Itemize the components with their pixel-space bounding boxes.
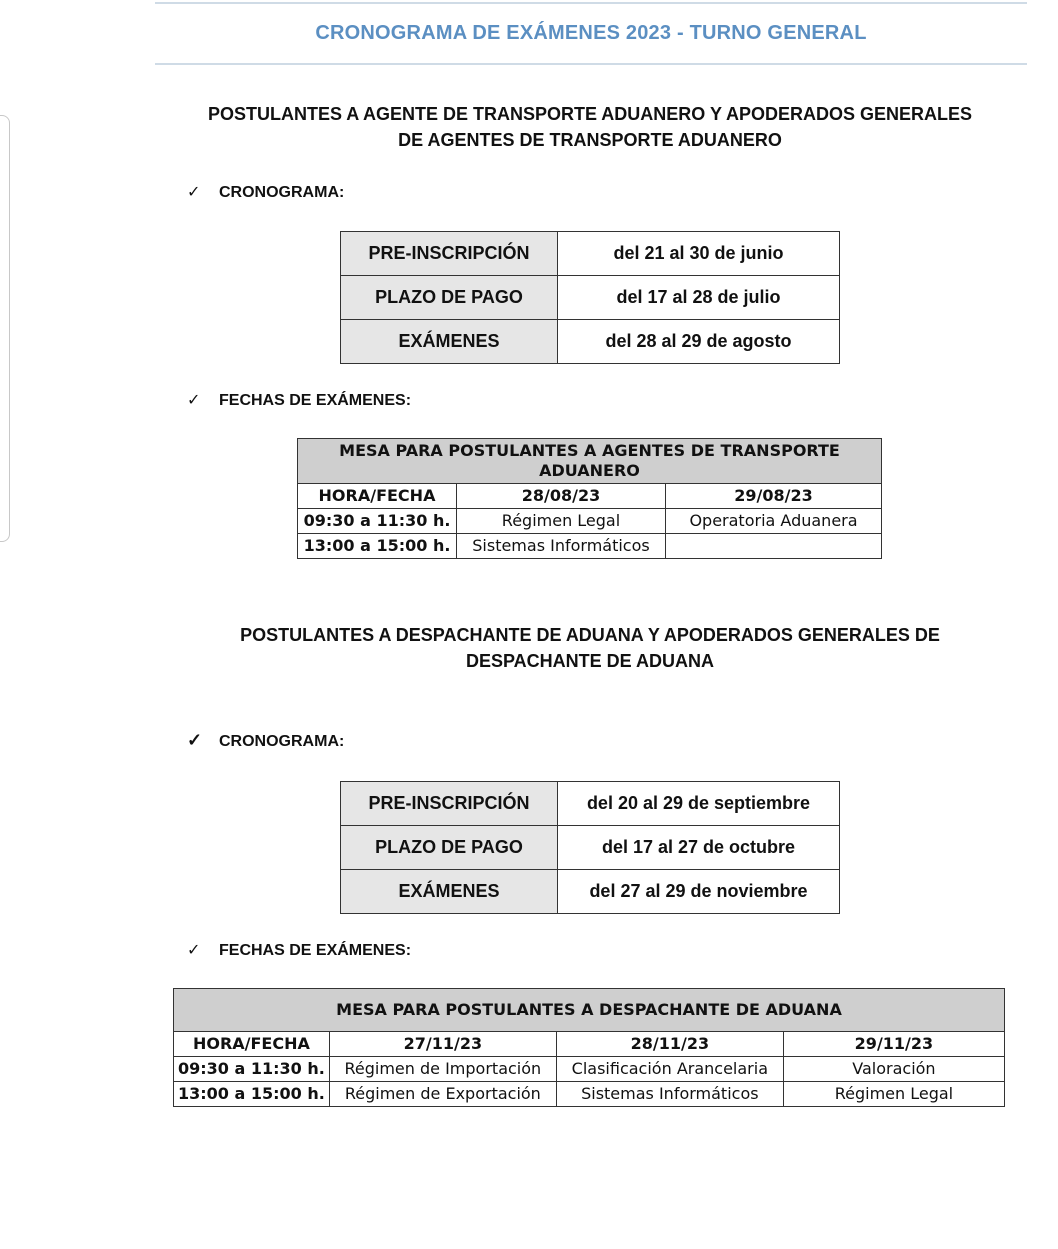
- title-rule: [155, 63, 1027, 65]
- table-row: [341, 782, 840, 826]
- section1-fechas-label: [187, 390, 411, 410]
- mesa-title: MESA PARA POSTULANTES A AGENTES DE TRANSPORTE ADUANERO: [298, 439, 882, 484]
- cronograma-label-text: CRONOGRAMA:: [219, 733, 345, 750]
- table-row: [174, 1057, 1005, 1082]
- exam-cell: Operatoria Aduanera: [666, 509, 882, 534]
- cronograma-key: PLAZO DE PAGO: [341, 276, 558, 320]
- hour-cell: 13:00 a 15:00 h.: [298, 534, 457, 559]
- section1-cronograma-table: [340, 231, 840, 364]
- side-frame: [0, 115, 10, 542]
- cronograma-key: PRE-INSCRIPCIÓN: [341, 782, 558, 826]
- cronograma-label-text: CRONOGRAMA:: [219, 184, 345, 201]
- fechas-label-text: FECHAS DE EXÁMENES:: [219, 942, 412, 959]
- table-row: [298, 509, 882, 534]
- check-icon: ✓: [187, 942, 201, 959]
- cronograma-value: del 17 al 27 de octubre: [558, 826, 840, 870]
- exam-cell: Valoración: [783, 1057, 1004, 1082]
- table-row: [174, 1082, 1005, 1107]
- exam-cell: [666, 534, 882, 559]
- check-icon: ✓: [187, 392, 201, 409]
- cronograma-key: EXÁMENES: [341, 870, 558, 914]
- column-header: HORA/FECHA: [298, 484, 457, 509]
- section1-heading: [150, 101, 1030, 153]
- mesa-title: MESA PARA POSTULANTES A DESPACHANTE DE ADUANA: [174, 989, 1005, 1032]
- section2-cronograma-label: [187, 730, 344, 751]
- hour-cell: 09:30 a 11:30 h.: [298, 509, 457, 534]
- document-title: CRONOGRAMA DE EXÁMENES 2023 - TURNO GENERAL: [315, 22, 867, 44]
- column-header: 28/11/23: [556, 1032, 783, 1057]
- table-row: [174, 1032, 1005, 1057]
- section1-heading-line1: POSTULANTES A AGENTE DE TRANSPORTE ADUANERO Y APODERADOS GENERALES: [207, 104, 973, 124]
- table-row: [341, 320, 840, 364]
- cronograma-key: PRE-INSCRIPCIÓN: [341, 232, 558, 276]
- cronograma-value: del 20 al 29 de septiembre: [558, 782, 840, 826]
- table-row: [298, 484, 882, 509]
- hour-cell: 09:30 a 11:30 h.: [174, 1057, 330, 1082]
- table-row: [341, 826, 840, 870]
- section1-cronograma-label: [187, 182, 344, 202]
- section2-fechas-label: [187, 940, 411, 960]
- cronograma-value: del 17 al 28 de julio: [558, 276, 840, 320]
- column-header: 29/08/23: [666, 484, 882, 509]
- table-row: [341, 276, 840, 320]
- section1-mesa-table: [297, 438, 882, 559]
- exam-cell: Sistemas Informáticos: [556, 1082, 783, 1107]
- check-icon: ✓: [187, 730, 203, 750]
- exam-cell: Régimen Legal: [783, 1082, 1004, 1107]
- cronograma-key: PLAZO DE PAGO: [341, 826, 558, 870]
- column-header: 27/11/23: [329, 1032, 556, 1057]
- cronograma-value: del 21 al 30 de junio: [558, 232, 840, 276]
- exam-cell: Régimen de Importación: [329, 1057, 556, 1082]
- section2-cronograma-table: [340, 781, 840, 914]
- exam-cell: Régimen Legal: [457, 509, 666, 534]
- section2-heading: [150, 622, 1030, 674]
- section2-heading-line1: POSTULANTES A DESPACHANTE DE ADUANA Y APODERADOS GENERALES DE: [240, 625, 940, 645]
- cronograma-value: del 28 al 29 de agosto: [558, 320, 840, 364]
- exam-cell: Sistemas Informáticos: [457, 534, 666, 559]
- column-header: 29/11/23: [783, 1032, 1004, 1057]
- hour-cell: 13:00 a 15:00 h.: [174, 1082, 330, 1107]
- section2-mesa-table: [173, 988, 1005, 1107]
- top-rule: [155, 2, 1027, 4]
- table-row: [298, 534, 882, 559]
- table-row: [341, 870, 840, 914]
- check-icon: ✓: [187, 184, 201, 201]
- section1-heading-line2: DE AGENTES DE TRANSPORTE ADUANERO: [398, 130, 782, 150]
- column-header: 28/08/23: [457, 484, 666, 509]
- exam-cell: Clasificación Arancelaria: [556, 1057, 783, 1082]
- fechas-label-text: FECHAS DE EXÁMENES:: [219, 392, 412, 409]
- table-row: [174, 989, 1005, 1032]
- column-header: HORA/FECHA: [174, 1032, 330, 1057]
- cronograma-value: del 27 al 29 de noviembre: [558, 870, 840, 914]
- table-row: [341, 232, 840, 276]
- section2-heading-line2: DESPACHANTE DE ADUANA: [465, 651, 714, 671]
- exam-cell: Régimen de Exportación: [329, 1082, 556, 1107]
- table-row: [298, 439, 882, 484]
- cronograma-key: EXÁMENES: [341, 320, 558, 364]
